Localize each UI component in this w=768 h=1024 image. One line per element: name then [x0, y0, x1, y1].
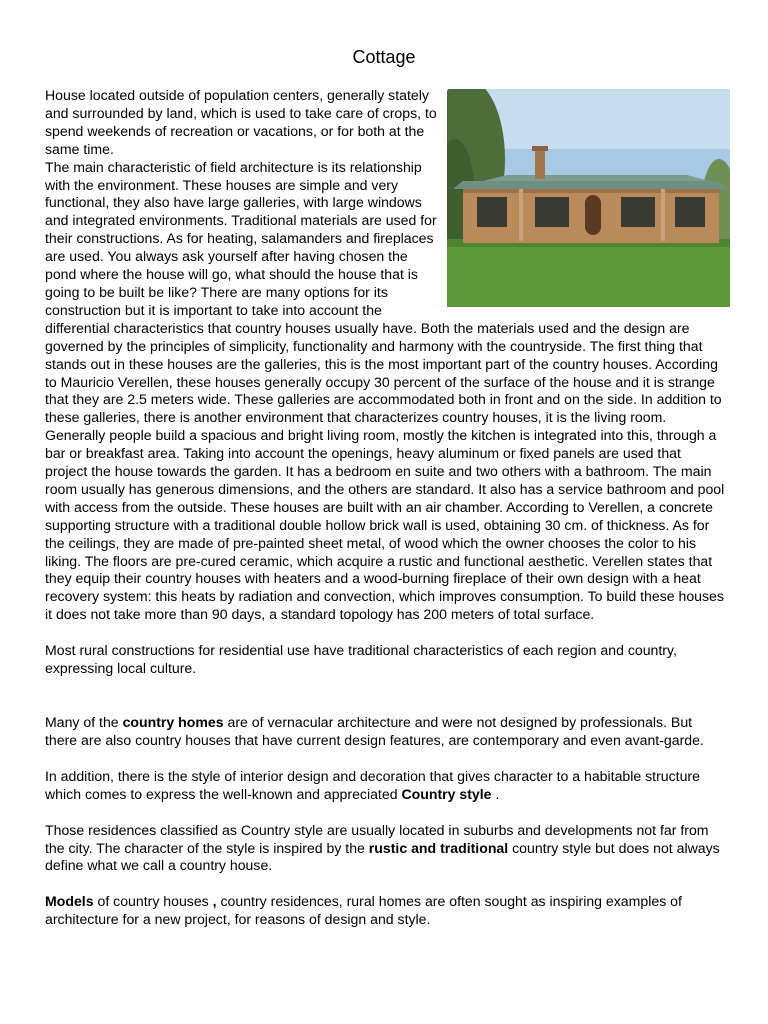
document-body	[45, 87, 725, 929]
cottage-photo	[447, 89, 730, 307]
page-title: Cottage	[352, 47, 416, 67]
intro-paragraph: House located outside of population centers, generally stately and surrounded by land, which is used to take care of crops, to spend weekends of recreation or vacations, or for both at the same time.	[45, 87, 437, 157]
residences-paragraph: Those residences classified as Country style are usually located in suburbs and developments not far from the city. The character of the style is inspired by the rustic and traditional country style but does not always define what we call a country house.	[45, 821, 720, 874]
main-paragraph: The main characteristic of field architecture is its relationship with the environment. These houses are simple and very functional, they also have large galleries, with large windows and integrated environments. Traditional materials are used for their constructions. As for heating, salamanders and fireplaces are used. You always ask yourself after having chosen the pond where the house will go, what should the house that is going to be built be like? There are many options for its construction but it is important to take into account the differential characteristics that country houses usually have. Both the materials used and the design are governed by the principles of simplicity, functionality and harmony with the countryside. The first thing that stands out in these houses are the galleries, this is the most important part of the country houses. According to Mauricio Verellen, these houses generally occupy 30 percent of the surface of the house and it is strange that they are 2.5 meters wide. These galleries are accommodated both in front and on the side. In addition to these galleries, there is another environment that characterizes country houses, it is the living room. Generally people build a spacious and bright living room, mostly the kitchen is integrated into this, through a bar or breakfast area. Taking into account the openings, heavy aluminum or fixed panels are used that project the house towards the garden. It has a bedroom en suite and two others with a bathroom. The main room usually has generous dimensions, and the others are standard. It also has a service bathroom and pool with access from the outside. These houses are built with an air chamber. According to Verellen, a concrete supporting structure with a traditional double hollow brick wall is used, obtaining 30 cm. of thickness. As for the ceilings, they are made of pre-painted sheet metal, of wood which the owner chooses the color to his liking. The floors are pre-cured ceramic, which acquire a rustic and functional aesthetic. Verellen states that they equip their country houses with heaters and a wood-burning fireplace of their own design with a heat recovery system: this heats by radiation and convection, which improves consumption. To build these houses it does not take more than 90 days, a standard topology has 200 meters of total surface.	[45, 158, 725, 623]
models-paragraph: Models of country houses , country residences, rural homes are often sought as inspiring examples of architecture for a new project, for reasons of design and style.	[45, 893, 682, 928]
interior-paragraph: In addition, there is the style of interior design and decoration that gives character to a habitable structure which comes to express the well-known and appreciated Country style .	[45, 767, 700, 802]
rural-paragraph: Most rural constructions for residential use have traditional characteristics of each region and country, expressing local culture.	[45, 642, 677, 677]
vernacular-paragraph: Many of the country homes are of vernacular architecture and were not designed by professionals. But there are also country houses that have current design features, are contemporary and even avant-garde.	[45, 714, 704, 748]
